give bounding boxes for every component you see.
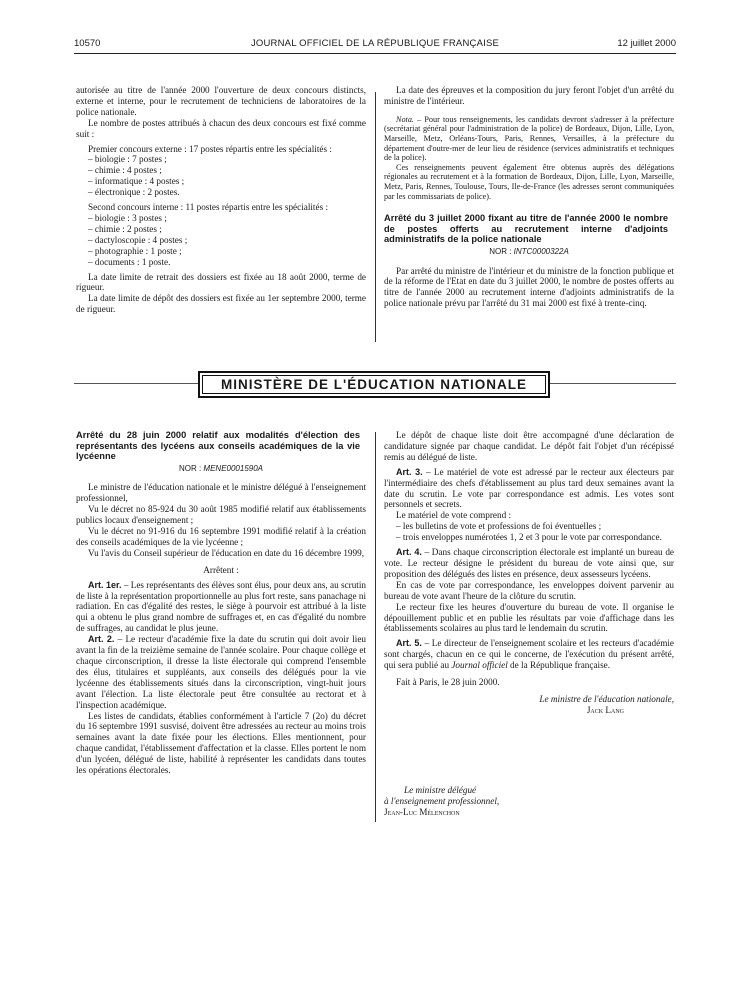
nor-label: NOR : <box>178 463 204 473</box>
paragraph: Les listes de candidats, établies conformément à l'article 7 (2o) du décret du 16 septembre 1991 susvisé, doivent être adressées au recteur au moins trois semaines avant la date fixée pour les élections. Elles mentionnent, pour chaque candidat, l'établissement d'affectation et la classe. Elles portent le nom d'un lycéen, délégué de liste, habilité à représenter les candidats dans toutes les opérations électorales. <box>76 710 366 776</box>
paragraph: Vu le décret no 91-916 du 16 septembre 1991 modifié relatif à la création des conseils académiques de la vie lycéenne ; <box>76 526 366 547</box>
arrete-title: Arrêté du 28 juin 2000 relatif aux modalités d'élection des représentants des lycéens aux conseils académiques de la vie lycéenne <box>76 430 360 461</box>
article-text: – Dans chaque circonscription électorale est implanté un bureau de vote. Le recteur désigne le président du bureau de vote ainsi que, sur proposition des délégués des listes en présence, deux assesseurs lycéens. <box>384 547 674 579</box>
article-5 <box>384 638 674 671</box>
list-item: – dactyloscopie : 4 postes ; <box>88 234 188 245</box>
top-left-column <box>76 85 366 315</box>
bottom-right-column <box>384 430 674 716</box>
ministry-heading: MINISTÈRE DE L'ÉDUCATION NATIONALE <box>202 375 546 394</box>
signatory-role-text: à l'enseignement professionnel, <box>384 795 500 806</box>
paragraph: La date des épreuves et la composition du jury feront l'objet d'un arrêté du ministre de l'intérieur. <box>384 85 674 106</box>
paragraph: Le matériel de vote comprend : <box>396 510 512 521</box>
list-item: – les bulletins de vote et professions de foi éventuelles ; <box>396 521 602 532</box>
signatory-role-text: Le ministre délégué <box>404 785 477 795</box>
ministry-heading-box <box>198 371 550 398</box>
signatory-role <box>384 796 584 807</box>
article-4 <box>384 547 674 580</box>
article-label: Art. 5. <box>396 638 422 649</box>
list-item: – informatique : 4 postes ; <box>88 176 185 187</box>
paragraph: Vu l'avis du Conseil supérieur de l'éducation en date du 16 décembre 1999, <box>88 547 365 558</box>
page-header <box>74 38 676 54</box>
list-item: – électronique : 2 postes. <box>88 187 180 198</box>
paragraph: Le recteur fixe les heures d'ouverture du bureau de vote. Il organise le dépouillement public et en publie les résultats par voie d'affichage dans les établissements scolaires au plus tard le lendemain du scrutin. <box>384 601 674 634</box>
article-label: Art. 2. <box>88 634 115 645</box>
list-item: – photographie : 1 poste ; <box>88 245 182 256</box>
article-label: Art. 1er. <box>88 579 122 590</box>
page-number: 10570 <box>74 38 101 49</box>
paragraph: La date limite de dépôt des dossiers est fixée au 1er septembre 2000, terme de rigueur. <box>76 293 366 315</box>
article-text: – Les représentants des élèves sont élus, pour deux ans, au scrutin de liste à la représentation proportionnelle au plus fort reste, sans panachage ni radiation. En cas d'égalité des restes, le siège à pourvoir est attribué à la liste qui a obtenu le plus grand nombre de suffrages et, en cas d'égalité du nombre de suffrages, au candidat le plus jeune. <box>76 579 366 634</box>
paragraph: Vu le décret no 85-924 du 30 août 1985 modifié relatif aux établissements publics locaux d'enseignement ; <box>76 504 366 526</box>
bottom-left-column <box>76 430 366 776</box>
done-at: Fait à Paris, le 28 juin 2000. <box>396 677 500 688</box>
journal-name: Journal officiel <box>451 660 508 671</box>
paragraph: autorisée au titre de l'année 2000 l'ouverture de deux concours distincts, externe et interne, pour le recrutement de techniciens de laboratoires de la police nationale. <box>76 85 366 117</box>
arretent-heading: Arrêtent : <box>203 564 239 575</box>
external-intro: Premier concours externe : 17 postes répartis entre les spécialités : <box>88 143 332 154</box>
nota-paragraph <box>384 115 674 163</box>
paragraph: Le nombre de postes attribués à chacun des deux concours est fixé comme suit : <box>76 117 366 139</box>
internal-intro: Second concours interne : 11 postes répartis entre les spécialités : <box>88 202 328 213</box>
article-1 <box>76 580 366 635</box>
article-text-end: de la République française. <box>507 660 611 671</box>
article-label: Art. 3. <box>396 466 423 477</box>
second-signature <box>384 785 584 818</box>
paragraph: Par arrêté du ministre de l'intérieur et du ministre de la fonction publique et de la réforme de l'Etat en date du 3 juillet 2000, le nombre de postes offerts au titre de l'année 2000 au recrutement interne d'adjoints administratifs de la police nationale prévu par l'arrêté du 31 mai 2000 est fixé à trente-cinq. <box>384 265 674 309</box>
article-2 <box>76 634 366 710</box>
top-right-column <box>384 85 674 309</box>
list-item: – chimie : 4 postes ; <box>88 165 162 176</box>
article-3 <box>384 467 674 511</box>
signatory-role <box>384 785 584 796</box>
nor-code: INTC0000322A <box>513 246 569 256</box>
column-divider-top <box>375 92 376 342</box>
nor-reference <box>384 247 674 258</box>
journal-title: JOURNAL OFFICIEL DE LA RÉPUBLIQUE FRANÇAISE <box>250 38 500 49</box>
paragraph: En cas de vote par correspondance, les enveloppes doivent parvenir au bureau de vote avant l'heure de la clôture du scrutin. <box>384 579 674 601</box>
list-item: – biologie : 3 postes ; <box>88 212 167 223</box>
nor-code: MENE0001590A <box>203 463 264 473</box>
signatory-role-text: Le ministre de l'éducation nationale, <box>539 693 674 704</box>
header-rule <box>74 53 676 54</box>
nota-paragraph-2: Ces renseignements peuvent également être obtenus auprès des délégations régionales au recrutement et à la formation de Bordeaux, Dijon, Lille, Lyon, Marseille, Metz, Paris, Rennes, Toulouse, Tours, Ile-de-France (les adresses seront communiquées par les commissariats de police). <box>384 162 674 201</box>
issue-date: 12 juillet 2000 <box>617 38 676 49</box>
column-divider-bottom <box>375 432 376 822</box>
list-item: – trois enveloppes numérotées 1, 2 et 3 pour le vote par correspondance. <box>396 532 662 543</box>
nota-label: Nota. <box>396 114 414 124</box>
list-item: – biologie : 7 postes ; <box>88 154 167 165</box>
signatory-name: Jean-Luc Mélenchon <box>384 806 460 817</box>
paragraph: Le dépôt de chaque liste doit être accompagné d'une déclaration de candidature signée par chaque candidat. Le dépôt fait l'objet d'un récépissé remis au délégué de liste. <box>384 430 674 462</box>
article-text: – Le recteur d'académie fixe la date du scrutin qui doit avoir lieu avant la fin de la treizième semaine de l'année scolaire. Pour chaque collège et chaque circonscription, il dresse la liste électorale qui comprend l'ensemble des élus, titulaires et suppléants, aux conseils des délégués pour la vie lycéenne des établissements situés dans la circonscription, vingt-huit jours avant l'élection. La liste électorale peut être consultée au rectorat et à l'inspection académique. <box>76 634 366 710</box>
signatory-role <box>384 694 674 705</box>
arrete-title: Arrêté du 3 juillet 2000 fixant au titre de l'année 2000 le nombre de postes offerts au recrutement interne d'adjoints administratifs de la police nationale <box>384 213 668 245</box>
article-text: – Le directeur de l'enseignement scolaire et les recteurs d'académie sont chargés, chacun en ce qui le concerne, de l'exécution du présent arrêté, qui sera publié au <box>384 638 674 671</box>
signatory-name: Jack Lang <box>586 704 624 715</box>
article-text: – Le matériel de vote est adressé par le recteur aux électeurs par l'intermédiaire des chefs d'établissement au plus tard deux semaines avant la date du scrutin. Le vote par correspondance est admis. Les votes sont personnels et secrets. <box>384 466 674 510</box>
list-item: – documents : 1 poste. <box>88 256 171 267</box>
article-label: Art. 4. <box>396 547 422 558</box>
nota-text: – Pour tous renseignements, les candidats devront s'adresser à la préfecture (secrétariat général pour l'administration de la police) de Bordeaux, Dijon, Lille, Lyon, Marseille, Metz, Orléans-Tours, Paris, Rennes, Versailles, à la préfecture du département d'outre-mer de leur lieu de résidence (services administratifs et techniques de la police). <box>384 114 674 163</box>
nor-reference <box>76 464 366 475</box>
nor-label: NOR : <box>489 246 514 256</box>
paragraph: La date limite de retrait des dossiers est fixée au 18 août 2000, terme de rigueur. <box>76 271 366 293</box>
paragraph: Le ministre de l'éducation nationale et le ministre délégué à l'enseignement professionnel, <box>76 482 366 504</box>
list-item: – chimie : 2 postes ; <box>88 223 162 234</box>
